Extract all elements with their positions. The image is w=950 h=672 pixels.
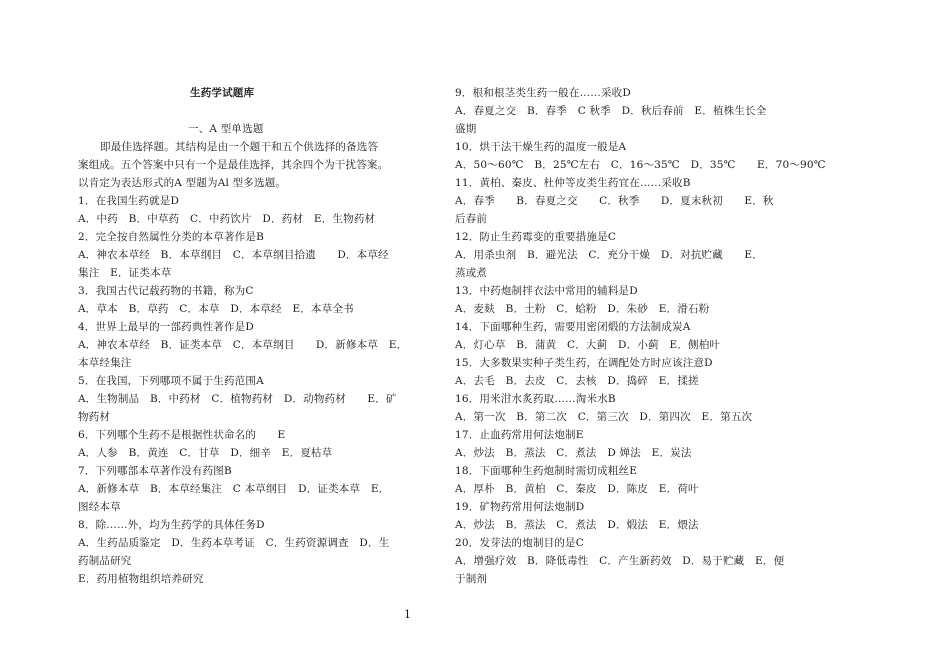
text-line: 18．下面哪种生药炮制时需切成粗丝E bbox=[455, 465, 638, 477]
text-line: 11．黄柏、秦皮、杜仲等皮类生药宜在……采收B bbox=[455, 177, 691, 189]
text-line: A．春季 B．春夏之交 C．秋季 D．夏末秋初 E．秋 bbox=[455, 195, 774, 207]
text-line: 即最佳选择题。其结构是由一个题干和五个供选择的备选答 bbox=[100, 141, 379, 153]
text-line: A．中药 B．中草药 C．中药饮片 D．药材 E．生物药材 bbox=[78, 213, 376, 225]
text-line: 蒸或煮 bbox=[455, 267, 488, 279]
text-line: A．炒法 B．蒸法 C．煮法 D 婵法 E．炭法 bbox=[455, 447, 692, 459]
text-line: 图经本草 bbox=[78, 501, 121, 513]
text-line: 4．世界上最早的一部药典性著作是D bbox=[78, 321, 254, 333]
text-line: A．50～60℃ B．25℃左右 C．16～35℃ D．35℃ E．70～90℃ bbox=[455, 159, 826, 171]
text-line: 2．完全按自然属性分类的本草著作是B bbox=[78, 231, 264, 243]
text-line: 药制品研究 bbox=[78, 555, 132, 567]
text-line: A．神农本草经 B．本草纲目 C．本草纲目拾遗 D．本草经 bbox=[78, 249, 389, 261]
text-line: A．增强疗效 B．降低毒性 C．产生新药效 D．易于贮藏 E．便 bbox=[455, 555, 785, 567]
text-line: 12．防止生药霉变的重要措施是C bbox=[455, 231, 617, 243]
text-line: 1．在我国生药就是D bbox=[78, 195, 180, 207]
text-line: A．春夏之交 B．春季 C 秋季 D．秋后春前 E．植株生长全 bbox=[455, 105, 767, 117]
text-line: 14．下面哪种生药，需要用密闭煅的方法制成炭A bbox=[455, 321, 691, 333]
text-line: A．麦麸 B．土粉 C．蛤粉 D．朱砂 E．滑石粉 bbox=[455, 303, 710, 315]
text-line: 10．烘干法干燥生药的温度一般是A bbox=[455, 141, 627, 153]
text-line: 20．发芽法的炮制目的是C bbox=[455, 537, 584, 549]
text-line: 5．在我国，下列哪项不属于生药范围A bbox=[78, 375, 264, 387]
text-line: A．神农本草经 B．证类本草 C．本草纲目 D．新修本草 E． bbox=[78, 339, 408, 351]
text-line: 19．矿物药常用何法炮制D bbox=[455, 501, 585, 513]
text-line: A．生药品质鉴定 D．生药本草考证 C．生药资源调查 D．生 bbox=[78, 537, 390, 549]
text-line: A．厚朴 B．黄柏 C．秦皮 D．陈皮 E．荷叶 bbox=[455, 483, 699, 495]
text-line: 案组成。五个答案中只有一个是最佳选择，其余四个为干扰答案。 bbox=[78, 159, 389, 171]
text-line: 9．根和根茎类生药一般在……采收D bbox=[455, 87, 631, 99]
text-line: 8．除……外，均为生药学的具体任务D bbox=[78, 519, 265, 531]
text-line: A．人参 B．黄连 C．甘草 D．细辛 E．夏枯草 bbox=[78, 447, 333, 459]
text-line: 集注 E．证类本草 bbox=[78, 267, 172, 279]
text-line: A．去毛 B．去皮 C．去核 D．捣碎 E．揉搓 bbox=[455, 375, 699, 387]
text-line: 一、A 型单选题 bbox=[188, 123, 264, 135]
text-line: 15．大多数果实种子类生药，在调配处方时应该注意D bbox=[455, 357, 713, 369]
text-line: 7．下列哪部本草著作没有药图B bbox=[78, 465, 232, 477]
document-title: 生药学试题库 bbox=[190, 87, 255, 99]
text-line: A．用杀虫剂 B．避光法 C．充分干燥 D．对抗贮藏 E． bbox=[455, 249, 763, 261]
page-number: 1 bbox=[404, 608, 411, 621]
text-line: 3．我国古代记载药物的书籍，称为C bbox=[78, 285, 254, 297]
text-line: 于制剂 bbox=[455, 573, 488, 585]
text-line: 盛期 bbox=[455, 123, 477, 135]
text-line: A．草本 B．草药 C．本草 D．本草经 E．本草全书 bbox=[78, 303, 354, 315]
text-line: 物药材 bbox=[78, 411, 111, 423]
text-line: A．第一次 B．第二次 C．第三次 D．第四次 E．第五次 bbox=[455, 411, 753, 423]
text-line: 13．中药炮制拌衣法中常用的辅料是D bbox=[455, 285, 638, 297]
text-line: A．新修本草 B．本草经集注 C 本草纲目 D．证类本草 E． bbox=[78, 483, 390, 495]
text-line: A．炒法 B．蒸法 C．煮法 D．煅法 E．煨法 bbox=[455, 519, 699, 531]
text-line: 16．用米泔水炙药取……淘米水B bbox=[455, 393, 616, 405]
text-line: E．药用植物组织培养研究 bbox=[78, 573, 204, 585]
text-line: 本草经集注 bbox=[78, 357, 132, 369]
text-line: 以肯定为表达形式的A 型题为Al 型多选题。 bbox=[78, 177, 287, 189]
text-line: 6．下列哪个生药不是根据性状命名的 E bbox=[78, 429, 286, 441]
text-line: A．生物制品 B．中药材 C．植物药材 D．动物药材 E．矿 bbox=[78, 393, 397, 405]
text-line: A．灯心草 B．蒲黄 C．大蓟 D．小蓟 E．侧柏叶 bbox=[455, 339, 721, 351]
text-line: 17．止血药常用何法炮制E bbox=[455, 429, 584, 441]
text-line: 后春前 bbox=[455, 213, 488, 225]
